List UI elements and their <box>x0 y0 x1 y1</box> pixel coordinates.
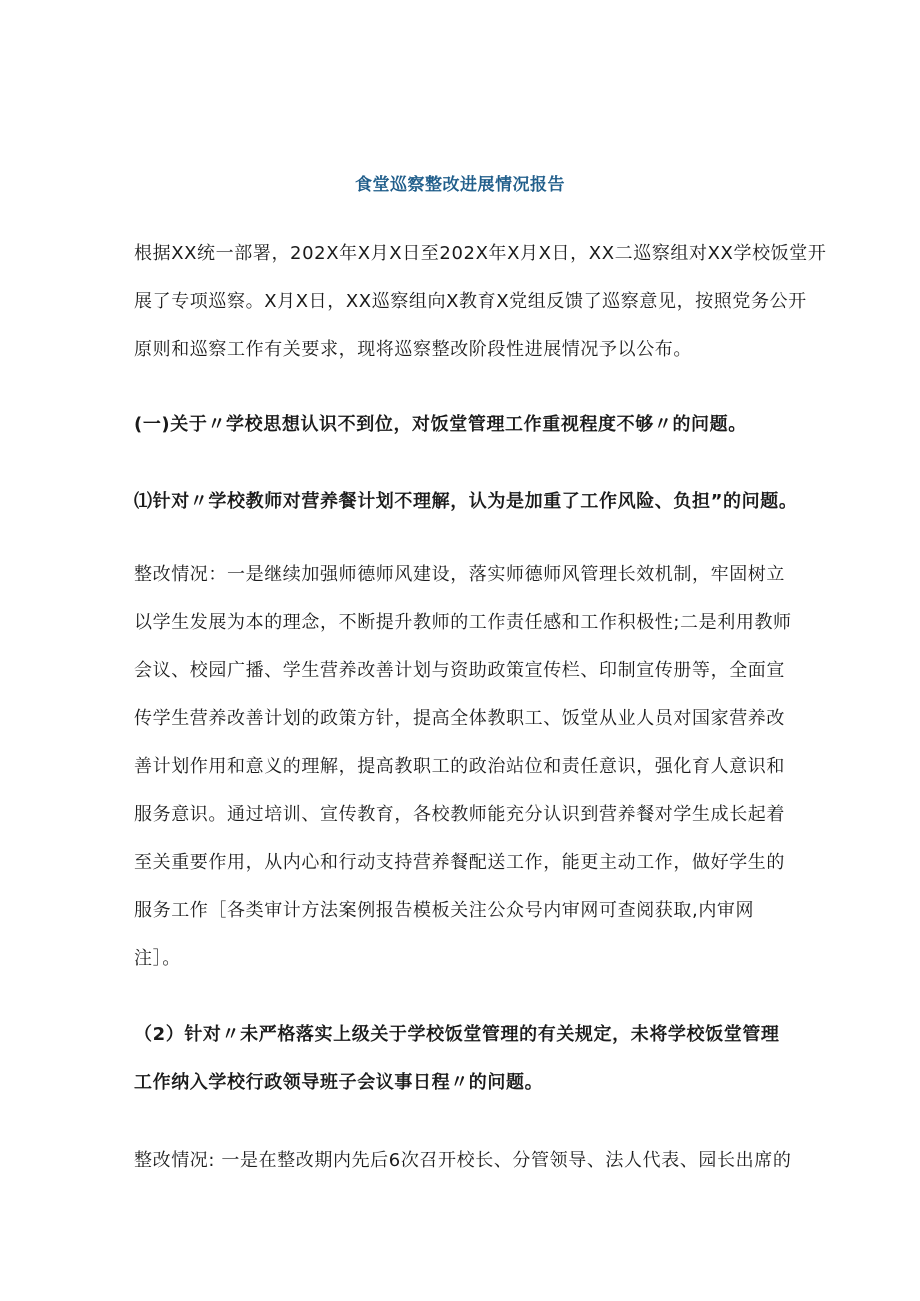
text-line: ⑴针对〃学校教师对营养餐计划不理解，认为是加重了工作风险、负担”的问题。 <box>134 491 798 512</box>
text-line: 服务意识。通过培训、宣传教育，各校教师能充分认识到营养餐对学生成长起着 <box>134 804 785 825</box>
text-line: 原则和巡察工作有关要求，现将巡察整改阶段性进展情况予以公布。 <box>134 339 692 360</box>
text-line: 至关重要作用，从内心和行动支持营养餐配送工作，能更主动工作，做好学生的 <box>134 852 785 873</box>
text-line: 整改情况：一是继续加强师德师风建设，落实师德师风管理长效机制，牢固树立 <box>134 564 785 585</box>
item-heading <box>134 478 798 526</box>
document-title: 食堂巡察整改进展情况报告 <box>355 175 565 195</box>
text-line: (一)关于〃学校思想认识不到位，对饭堂管理工作重视程度不够〃的问题。 <box>134 414 747 435</box>
text-line: 展了专项巡察。X月X日，XX巡察组向X教育X党组反馈了巡察意见，按照党务公开 <box>134 291 807 312</box>
text-line: 善计划作用和意义的理解，提高教职工的政治站位和责任意识，强化育人意识和 <box>134 756 785 777</box>
text-line: 根据XX统一部署，202X年X月X日至202X年X月X日，XX二巡察组对XX学校饭堂开 <box>134 243 827 264</box>
text-line: 整改情况: 一是在整改期内先后6次召开校长、分管领导、法人代表、园长出席的 <box>134 1150 792 1171</box>
text-line: 传学生营养改善计划的政策方针，提高全体教职工、饭堂从业人员对国家营养改 <box>134 708 785 729</box>
item-body-paragraph <box>134 1137 794 1185</box>
text-line: 服务工作［各类审计方法案例报告模板关注公众号内审网可查阅获取,内审网 <box>134 900 755 921</box>
item-heading <box>134 1011 794 1107</box>
item-body-paragraph <box>134 551 794 983</box>
text-line: 注］。 <box>134 948 181 969</box>
intro-paragraph <box>134 230 827 374</box>
text-line: 工作纳入学校行政领导班子会议事日程〃的问题。 <box>134 1072 544 1093</box>
text-line: 会议、校园广播、学生营养改善计划与资助政策宣传栏、印制宣传册等，全面宣 <box>134 660 785 681</box>
text-line: 以学生发展为本的理念，不断提升教师的工作责任感和工作积极性;二是利用教师 <box>134 612 792 633</box>
text-line: （2）针对〃未严格落实上级关于学校饭堂管理的有关规定，未将学校饭堂管理 <box>134 1024 780 1045</box>
section-heading <box>134 401 794 449</box>
